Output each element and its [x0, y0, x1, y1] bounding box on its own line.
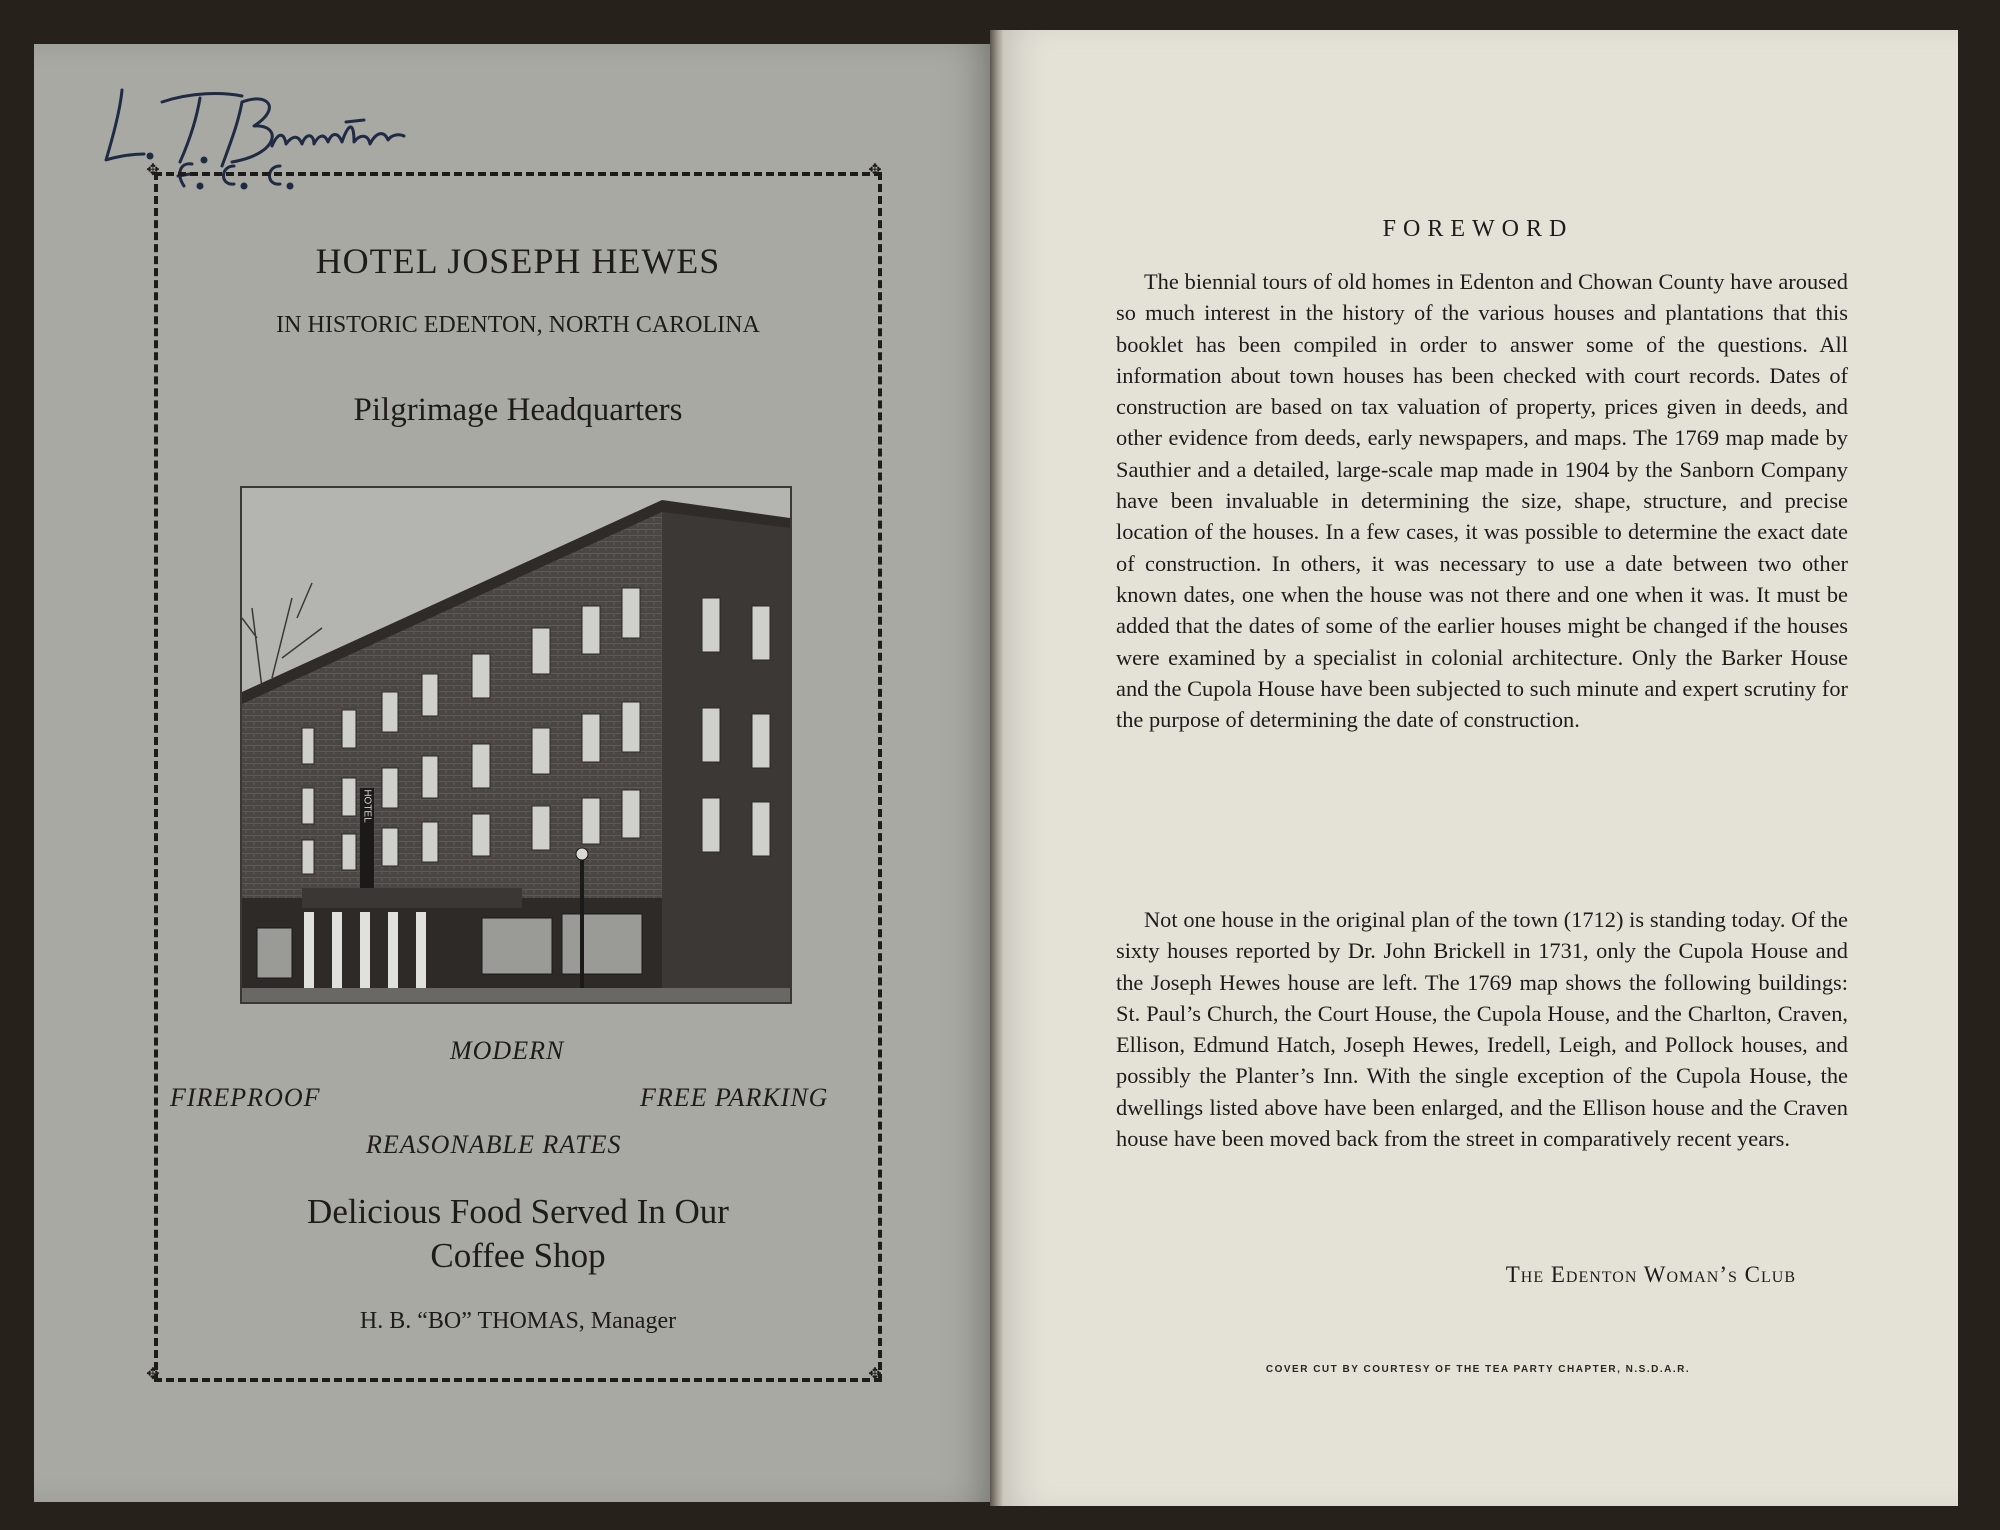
feature-fireproof: FIREPROOF: [170, 1083, 321, 1112]
food-line-2: Coffee Shop: [430, 1236, 606, 1275]
border-corner-ornament: ✥: [868, 1366, 882, 1383]
hotel-location: IN HISTORIC EDENTON, NORTH CAROLINA: [276, 312, 760, 338]
hotel-photo: [240, 486, 792, 1004]
border-corner-ornament: ✥: [146, 1366, 160, 1383]
booklet-spine: [990, 30, 1004, 1506]
feature-free-parking: FREE PARKING: [640, 1083, 829, 1112]
border-corner-ornament: ✥: [146, 162, 160, 179]
photo-hotel-sign: HOTEL: [361, 789, 373, 823]
hotel-tagline: Pilgrimage Headquarters: [353, 392, 683, 428]
foreword-signature: The Edenton Woman’s Club: [1505, 1262, 1796, 1287]
foreword-title: FOREWORD: [1382, 216, 1574, 242]
feature-modern: MODERN: [450, 1036, 565, 1065]
border-corner-ornament: ✥: [868, 162, 882, 179]
hotel-name: HOTEL JOSEPH HEWES: [315, 241, 721, 281]
cover-credit: COVER CUT BY COURTESY OF THE TEA PARTY CHAPTER, N.S.D.A.R.: [1265, 1364, 1691, 1375]
foreword-paragraph-2: Not one house in the original plan of the town (1712) is standing today. Of the sixty houses reported by Dr. John Brickell in 1731, only the Cupola House and the Joseph Hewes house are left. The 1769 map shows the following buildings: St. Paul’s Church, the Court House, the Cupola House, and the Charlton, Craven, Ellison, Edmund Hatch, Joseph Hewes, Iredell, Leigh, and Pollock houses, and possibly the Planter’s Inn. With the single exception of the Cupola House, the dwellings listed above have been enlarged, and the Ellison house and the Craven house have been moved back from the street in comparatively recent years.: [1116, 907, 1848, 1152]
foreword-paragraph-1: The biennial tours of old homes in Edenton and Chowan County have aroused so much interest in the history of the various houses and plantations that this booklet has been compiled in order to answer some of the questions. All information about town houses has been checked with court records. Dates of construction are based on tax valuation of property, prices given in deeds, and other evidence from deeds, early newspapers, and maps. The 1769 map made by Sauthier and a detailed, large-scale map made in 1904 by the Sanborn Company have been invaluable in determining the size, shape, structure, and precise location of the houses. In a few cases, it was possible to determine the exact date of construction. In others, it was necessary to use a date between two other known dates, one when the house was not there and one when it was. It must be added that the dates of some of the earlier houses might be changed if the houses were examined by a specialist in colonial architecture. Only the Barker House and the Cupola House have been subjected to such minute and expert scrutiny for the purpose of determining the date of construction.: [1116, 269, 1848, 733]
coffee-shop-line: [154, 1190, 882, 1278]
food-line-1: Delicious Food Served In Our: [307, 1192, 729, 1231]
feature-reasonable-rates: REASONABLE RATES: [366, 1130, 622, 1159]
hotel-manager: H. B. “BO” THOMAS, Manager: [359, 1308, 677, 1334]
